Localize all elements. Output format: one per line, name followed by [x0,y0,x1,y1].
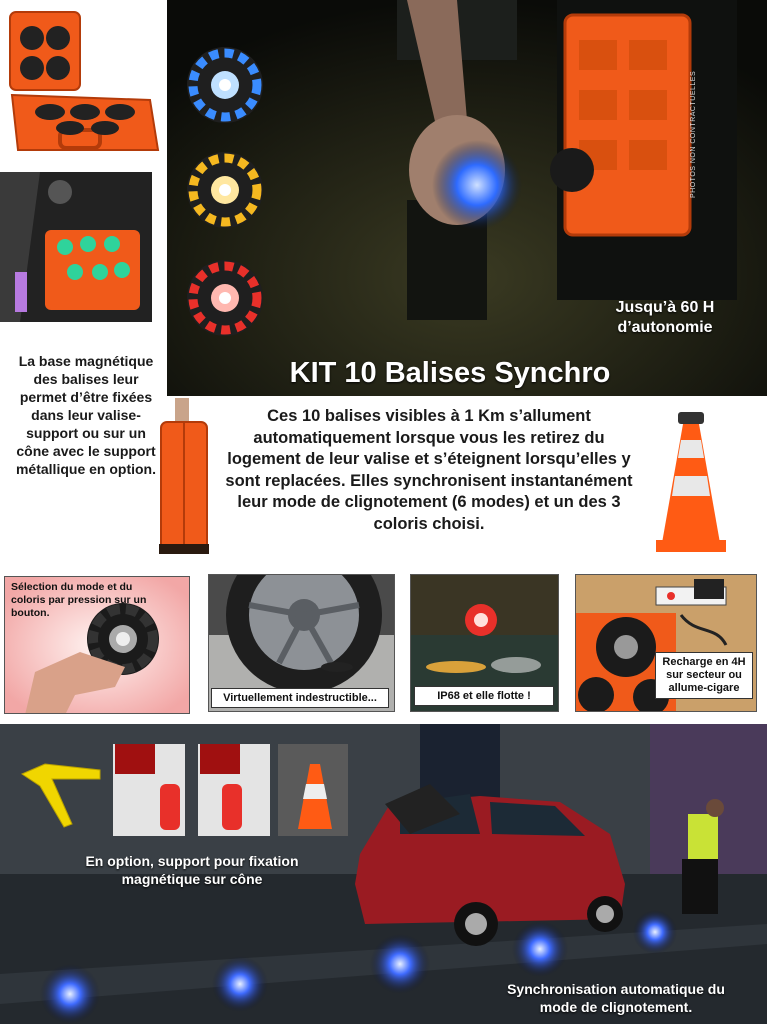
side-note: PHOTOS NON CONTRACTUELLES [690,70,697,198]
trunk-photo [0,172,152,322]
center-description: Ces 10 balises visibles à 1 Km s’allument automatiquement lorsque vous les retirez du logement de leur valise et s’éteignent lorsqu’elles y sont replacées. Elles synchronisent instantanément leur mode de clignotement (6 modes) et un des 3 coloris choisi. [225,407,633,533]
option-support-text: En option, support pour fixation magnétique sur cône [85,853,299,887]
carry-case-side-photo [155,398,215,558]
waterproof-caption: IP68 et elle flotte ! [414,686,554,706]
indestructible-caption: Virtuellement indestructible... [211,688,389,708]
cone-photo [650,408,730,556]
hero-title: KIT 10 Balises Synchro [289,357,611,389]
mode-select-photo [4,576,190,714]
mode-select-caption: Sélection du mode et du coloris par pression sur un bouton. [11,581,147,619]
left-description: La base magnétique des balises leur permet d’être fixées dans leur valise-support ou sur un cône avec le support métallique en option. [15,353,156,477]
recharge-caption: Recharge en 4H sur secteur ou allume-cigare [655,652,753,699]
autonomy-text: Jusqu’à 60 H d’autonomie [615,299,715,336]
sync-text: Synchronisation automatique du mode de clignotement. [507,981,725,1015]
case-photo [0,0,165,165]
